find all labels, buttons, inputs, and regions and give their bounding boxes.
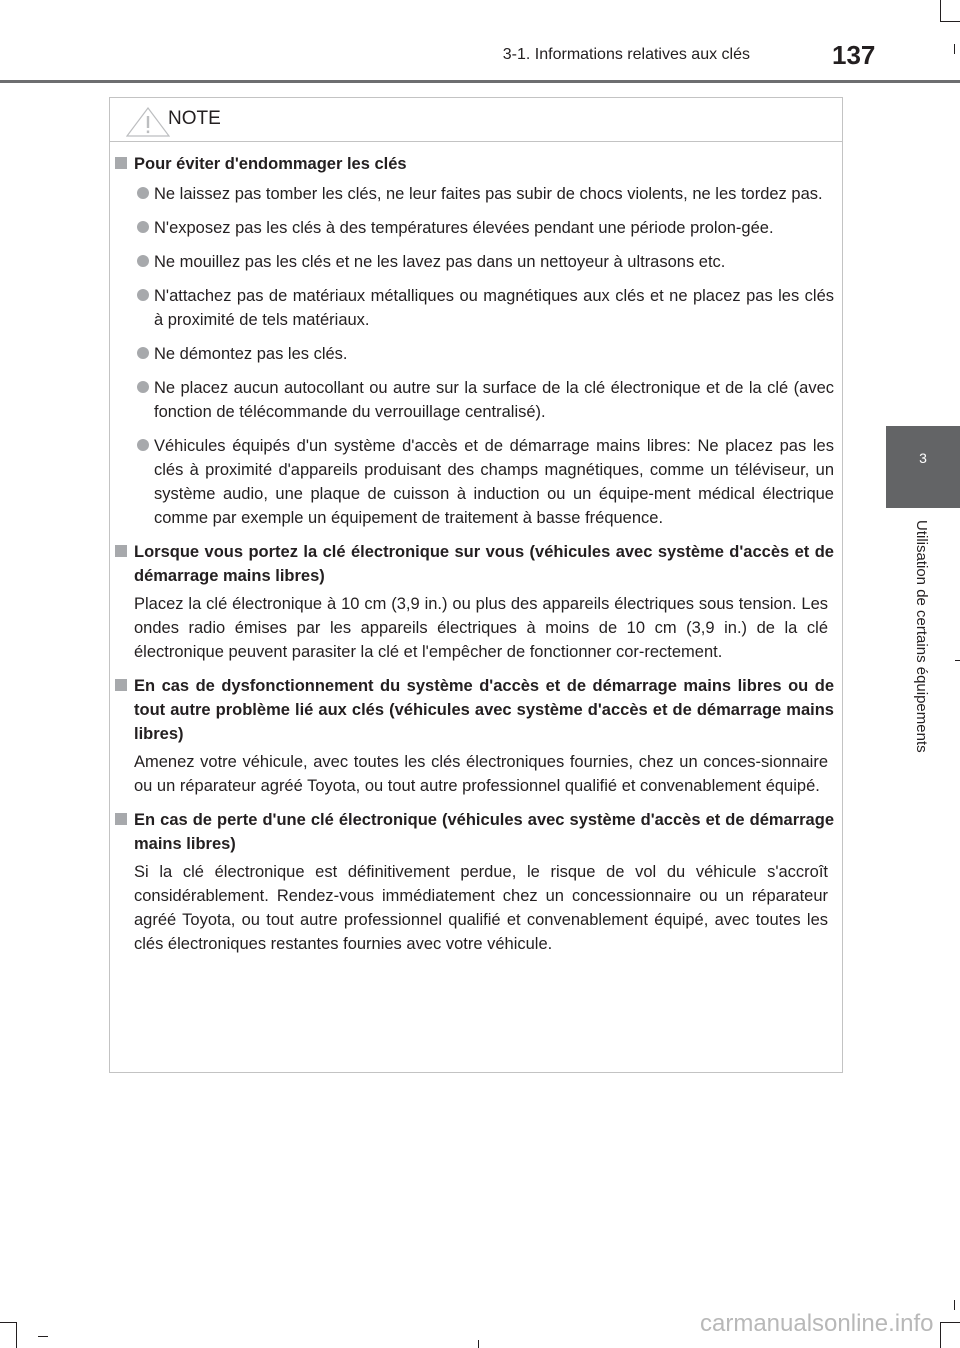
crop-mark [955, 660, 960, 661]
crop-mark [478, 1340, 479, 1348]
list-item-text: Ne laissez pas tomber les clés, ne leur faites pas subir de chocs violents, ne les tordez pas. [154, 185, 823, 203]
square-bullet-icon [115, 157, 127, 169]
section-heading [110, 808, 842, 856]
list-item [110, 182, 842, 206]
heading-text: Pour éviter d'endommager les clés [134, 155, 407, 173]
list-item [110, 376, 842, 424]
section-heading [110, 540, 842, 588]
heading-text: En cas de perte d'une clé électronique (véhicules avec système d'accès et de démarrage mains libres) [134, 811, 834, 853]
section-heading [110, 152, 842, 176]
crop-mark [940, 21, 960, 22]
list-item-text: Véhicules équipés d'un système d'accès et de démarrage mains libres: Ne placez pas les clés à proximité d'appareils produisant des champs magnétiques, comme un téléviseur, un système audio, une plaque de cuisson à induction ou un équipe-ment médical électrique comme par exemple un équipement de traitement à basse fréquence. [154, 437, 834, 527]
list-item [110, 216, 842, 240]
section-paragraph: Si la clé électronique est définitivement perdue, le risque de vol du véhicule s'accroît considérablement. Rendez-vous immédiatement chez un concessionnaire ou un réparateur agréé Toyota, ou tout autre professionnel qualifié et convenablement équipé, avec toutes les clés électroniques restantes fournies avec votre véhicule. [134, 863, 828, 953]
section-paragraph: Amenez votre véhicule, avec toutes les clés électroniques fournies, chez un conces-sionnaire ou un réparateur agréé Toyota, ou tout autre professionnel qualifié et convenablement équipé. [134, 753, 828, 795]
square-bullet-icon [115, 545, 127, 557]
list-item-text: N'exposez pas les clés à des températures élevées pendant une période prolon-gée. [154, 219, 774, 237]
chapter-tab [886, 426, 960, 508]
crop-mark [940, 1322, 941, 1348]
square-bullet-icon [115, 813, 127, 825]
list-item-text: Ne démontez pas les clés. [154, 345, 348, 363]
list-item-text: N'attachez pas de matériaux métalliques ou magnétiques aux clés et ne placez pas les clés à proximité de tels matériaux. [154, 287, 834, 329]
crop-mark [940, 0, 941, 22]
round-bullet-icon [137, 289, 149, 301]
page-number: 137 [832, 40, 876, 70]
round-bullet-icon [137, 381, 149, 393]
note-label: NOTE [168, 108, 221, 129]
note-box [109, 97, 843, 1073]
square-bullet-icon [115, 679, 127, 691]
chapter-number: 3 [919, 450, 927, 466]
list-item-text: Ne placez aucun autocollant ou autre sur la surface de la clé électronique et de la clé (avec fonction de télécommande du verrouillage centralisé). [154, 379, 834, 421]
crop-mark [38, 1336, 48, 1337]
watermark: carmanualsonline.info [700, 1310, 934, 1337]
section-heading [110, 674, 842, 746]
crop-mark [940, 1322, 960, 1323]
crop-mark [16, 1322, 17, 1348]
list-item [110, 250, 842, 274]
crop-mark [0, 1322, 17, 1323]
chapter-side-label: Utilisation de certains équipements [913, 520, 930, 753]
section-paragraph: Placez la clé électronique à 10 cm (3,9 in.) ou plus des appareils électriques sous tension. Les ondes radio émises par les appareils électriques à moins de 10 cm (3,9 in.) de la clé électronique peuvent parasiter la clé et l'empêcher de fonctionner cor-rectement. [134, 595, 828, 661]
list-item-text: Ne mouillez pas les clés et ne les lavez pas dans un nettoyeur à ultrasons etc. [154, 253, 726, 271]
crop-mark [954, 1300, 955, 1310]
round-bullet-icon [137, 347, 149, 359]
round-bullet-icon [137, 439, 149, 451]
heading-text: En cas de dysfonctionnement du système d'accès et de démarrage mains libres ou de tout autre problème lié aux clés (véhicules avec système d'accès et de démarrage mains libres) [134, 677, 834, 743]
round-bullet-icon [137, 255, 149, 267]
round-bullet-icon [137, 221, 149, 233]
warning-triangle-icon [126, 107, 170, 137]
list-item [110, 284, 842, 332]
heading-text: Lorsque vous portez la clé électronique sur vous (véhicules avec système d'accès et de démarrage mains libres) [134, 543, 834, 585]
crop-mark [954, 44, 955, 54]
list-item [110, 434, 842, 530]
header-rule [0, 80, 960, 83]
note-header [110, 98, 842, 142]
list-item [110, 342, 842, 366]
header-title: 3-1. Informations relatives aux clés [502, 46, 750, 63]
round-bullet-icon [137, 187, 149, 199]
note-body [110, 152, 842, 966]
